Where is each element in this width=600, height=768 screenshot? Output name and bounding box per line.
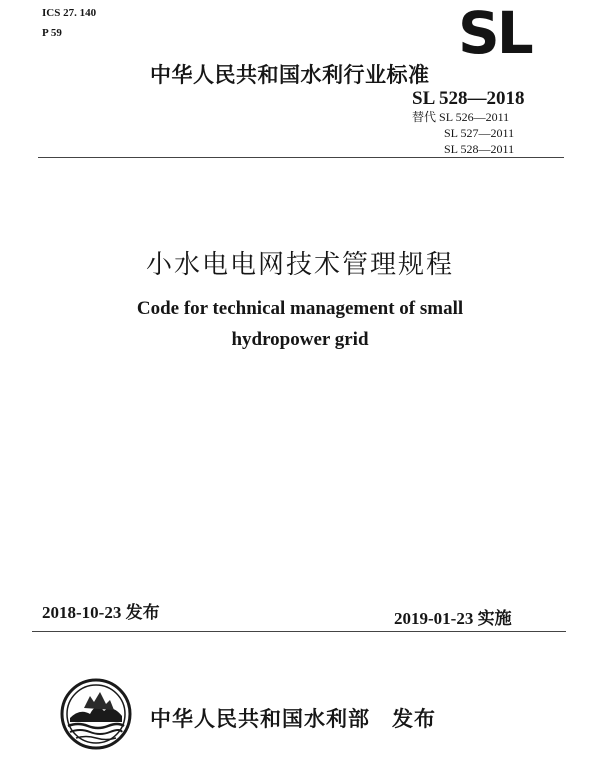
issue-date: 2018-10-23 发布 (42, 603, 160, 622)
replaces-block (412, 109, 514, 157)
replaced-standard: SL 528—2011 (444, 142, 515, 156)
top-divider (38, 157, 564, 158)
replaces-line-1 (412, 109, 514, 125)
ics-code: ICS 27. 140 (42, 7, 97, 19)
english-title-line-1: Code for technical management of small (136, 298, 464, 319)
replaced-standard: SL 526—2011 (439, 110, 510, 124)
publisher-action: 发布 (392, 707, 436, 731)
issuer-standard-title: 中华人民共和国水利行业标准 (150, 63, 430, 87)
replaced-standard: SL 527—2011 (444, 126, 515, 140)
bottom-divider (32, 631, 566, 632)
p-code: P 59 (42, 27, 62, 39)
english-title (0, 293, 600, 355)
chinese-title: 小水电电网技术管理规程 (145, 250, 454, 280)
replaces-prefix: 替代 (412, 110, 437, 124)
english-title-line-2: hydropower grid (231, 329, 369, 350)
standard-number: SL 528—2018 (412, 88, 525, 109)
water-resources-ministry-emblem-icon (60, 678, 132, 750)
sl-logo: SL (458, 0, 531, 67)
publisher-line (150, 703, 436, 733)
implementation-date: 2019-01-23 实施 (394, 609, 512, 628)
publisher-name: 中华人民共和国水利部 (150, 707, 370, 731)
